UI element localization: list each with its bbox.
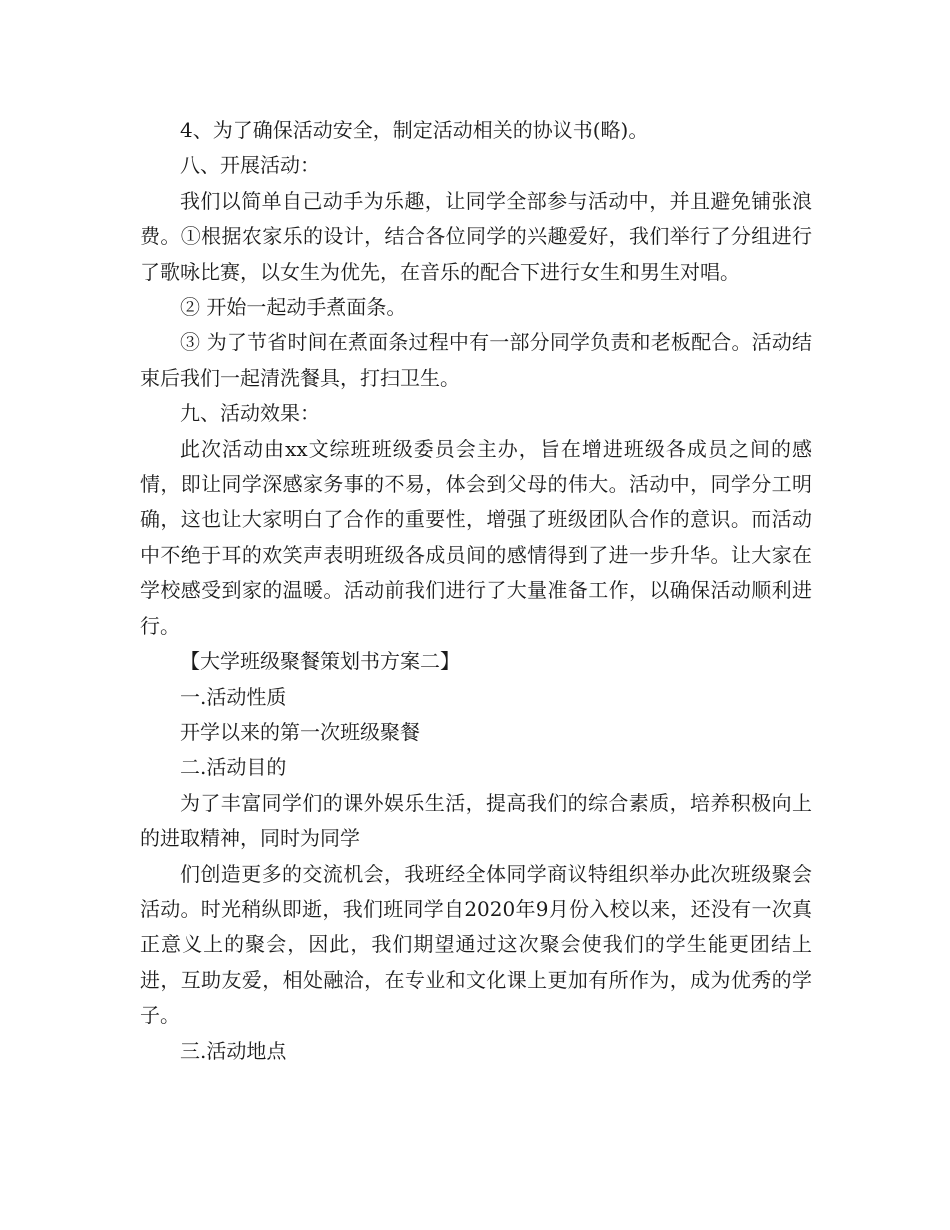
plan-two-title: 【大学班级聚餐策划书方案二】 [180,649,460,674]
section-heading-9: 九、活动效果： [180,401,320,426]
paragraph-purpose-1: 为了丰富同学们的课外娱乐生活，提高我们的综合素质，培养积极向上的进取精神，同时为同学 [140,790,812,851]
paragraph-step-2: ② 开始一起动手煮面条。 [180,295,407,320]
section-heading-location: 三.活动地点 [180,1038,287,1063]
section-heading-purpose: 二.活动目的 [180,755,287,780]
paragraph-nature: 开学以来的第一次班级聚餐 [180,719,420,744]
paragraph-item-1: 4、为了确保活动安全，制定活动相关的协议书(略)。 [180,118,649,142]
paragraph-activities: 我们以简单自己动手为乐趣，让同学全部参与活动中，并且避免铺张浪费。①根据农家乐的设计，结合各位同学的兴趣爱好，我们举行了分组进行了歌咏比赛，以女生为优先，在音乐的配合下进行女生和男生对唱。 [140,188,812,284]
paragraph-purpose-2: 们创造更多的交流机会，我班经全体同学商议特组织举办此次班级聚会活动。时光稍纵即逝，我们班同学自2020年9月份入校以来，还没有一次真正意义上的聚会，因此，我们期望通过这次聚会使我们的学生能更团结上进，互助友爱，相处融洽，在专业和文化课上更加有所作为，成为优秀的学子。 [140,861,812,1028]
section-heading-8: 八、开展活动： [180,153,320,178]
section-heading-nature: 一.活动性质 [180,684,287,709]
paragraph-step-3: ③ 为了节省时间在煮面条过程中有一部分同学负责和老板配合。活动结束后我们一起清洗餐具，打扫卫生。 [140,330,812,390]
paragraph-effects: 此次活动由xx文综班班级委员会主办，旨在增进班级各成员之间的感情，即让同学深感家务事的不易，体会到父母的伟大。活动中，同学分工明确，这也让大家明白了合作的重要性，增强了班级团队合作的意识。而活动中不绝于耳的欢笑声表明班级各成员间的感情得到了进一步升华。让大家在学校感受到家的温暖。活动前我们进行了大量准备工作，以确保活动顺利进行。 [140,436,812,638]
document-body [140,113,812,1069]
